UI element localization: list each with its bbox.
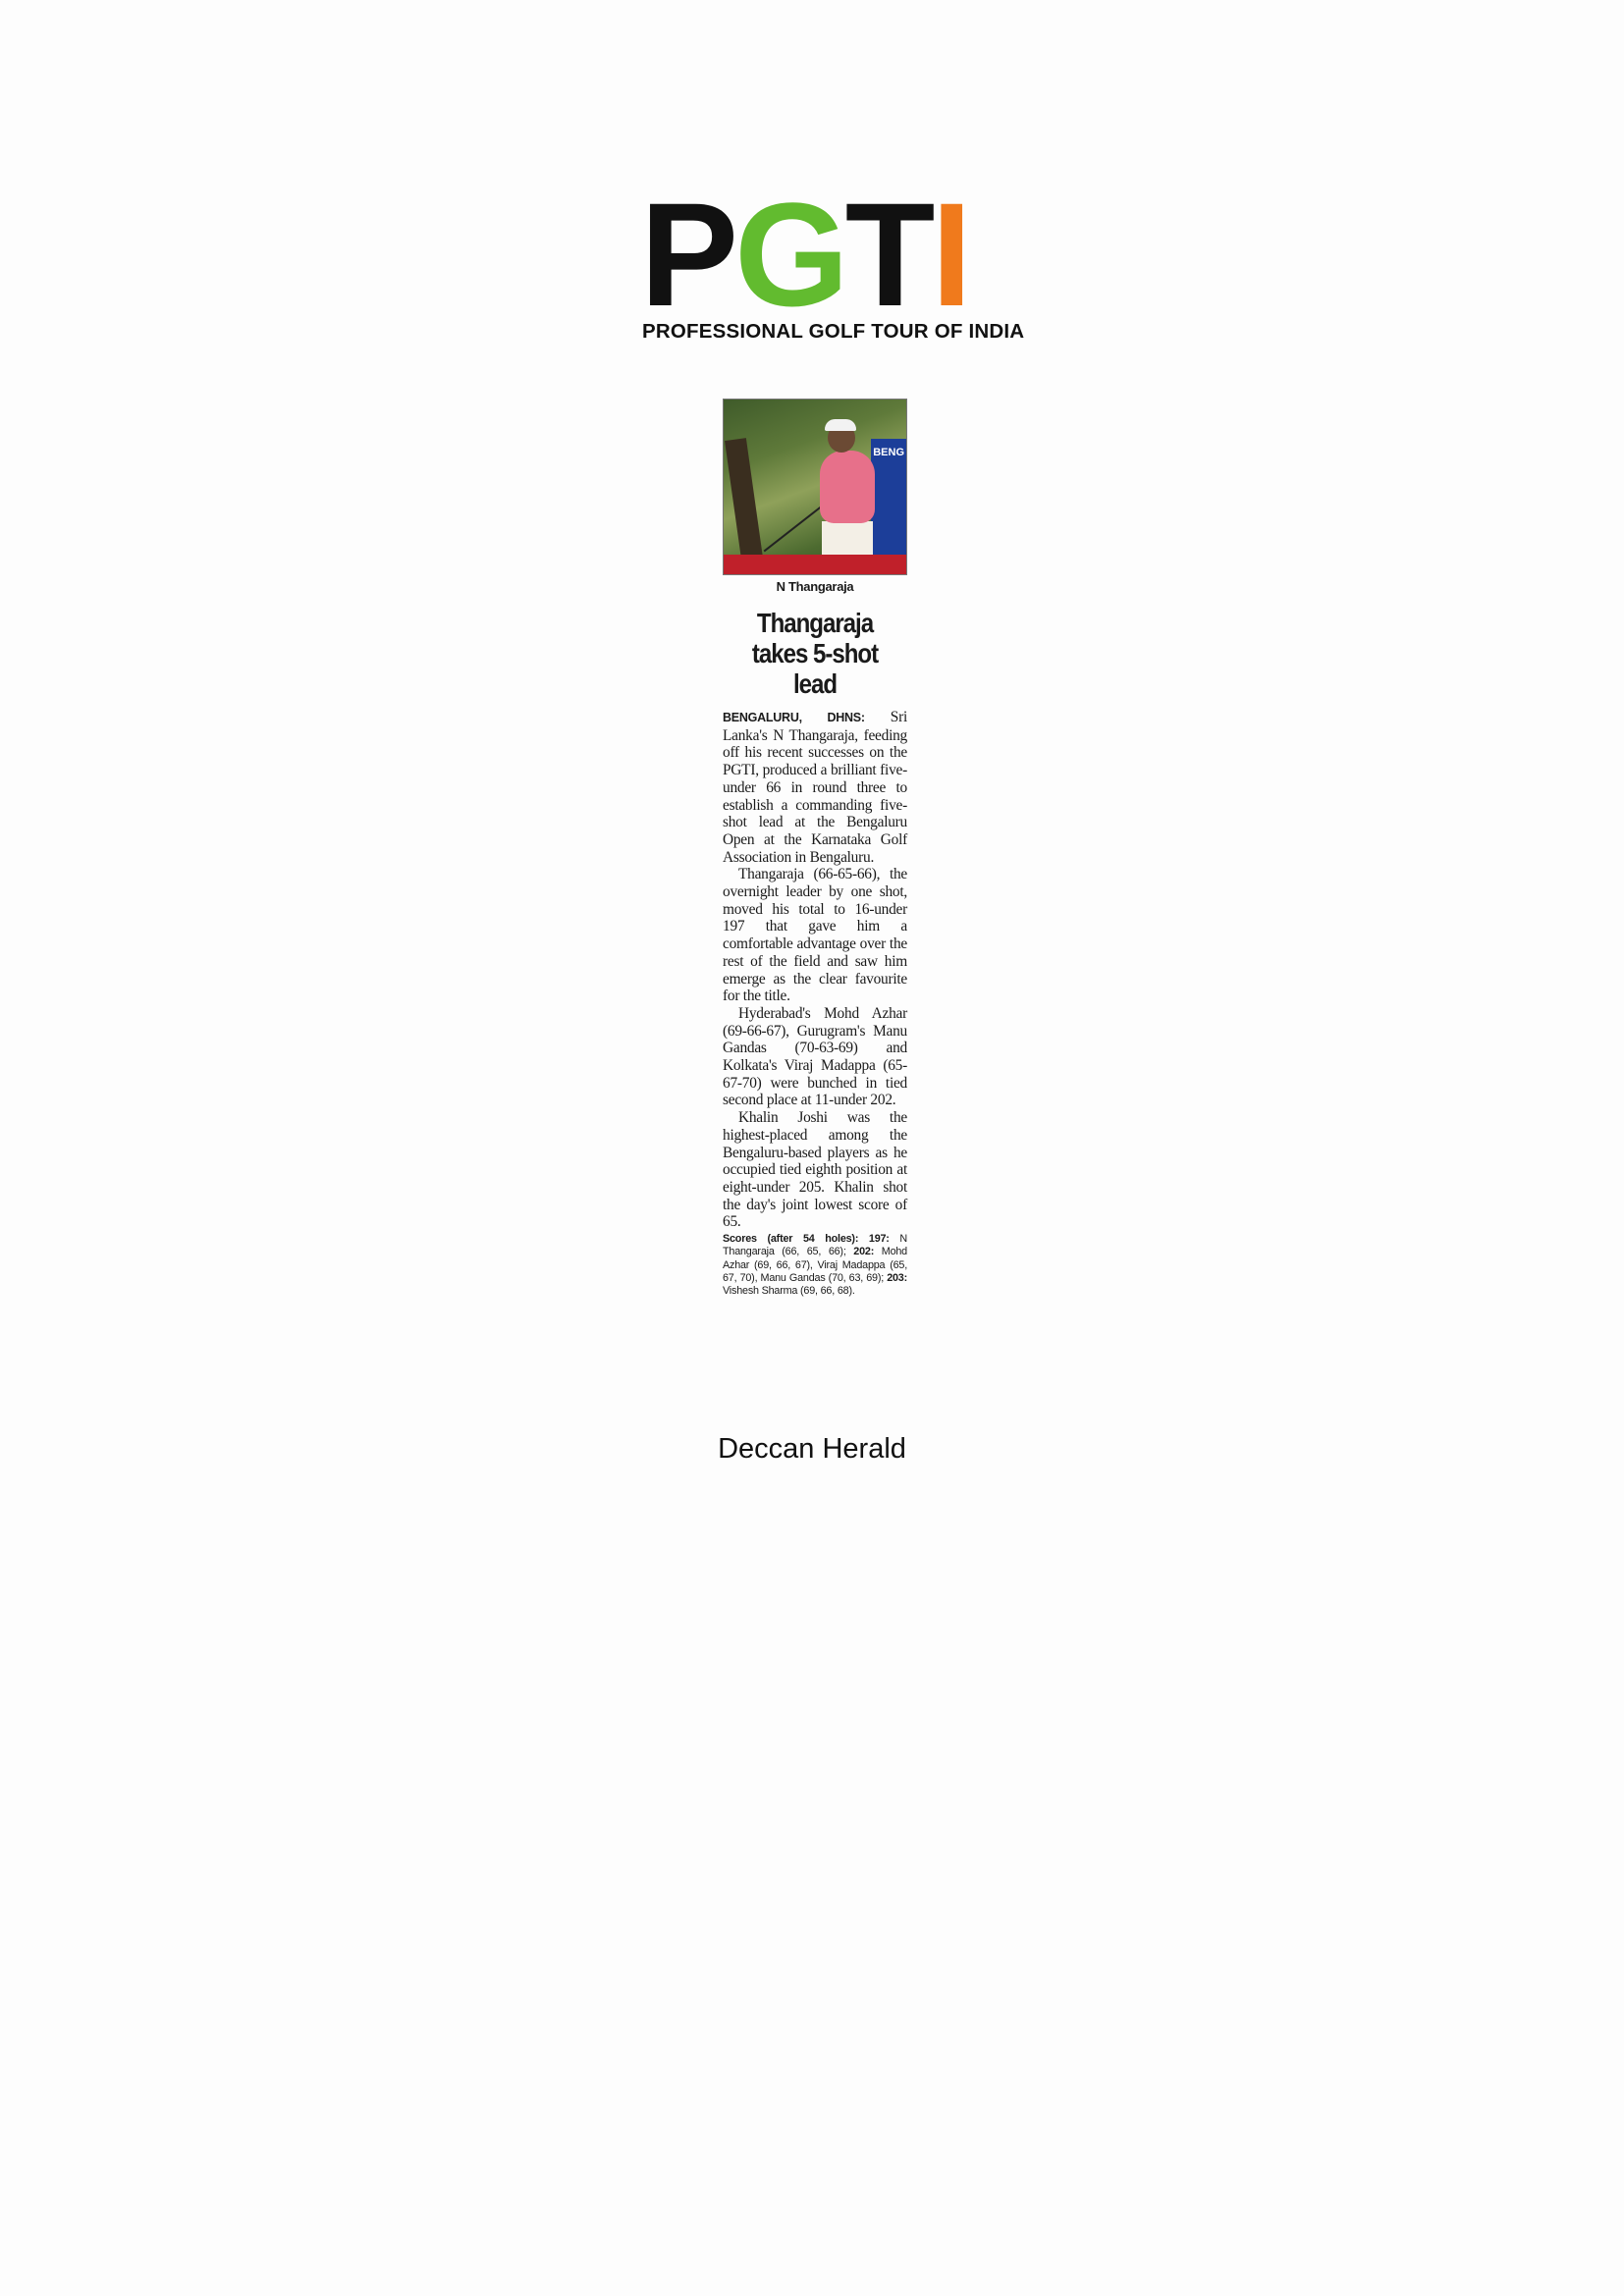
score-197-label: 197:: [868, 1233, 890, 1246]
newspaper-clipping: [723, 399, 907, 1298]
scores-label: Scores (after 54 holes):: [723, 1233, 859, 1246]
sponsor-banner-text: BENG: [873, 447, 904, 458]
article-paragraph: Hyderabad's Mohd Azhar (69-66-67), Gurugram's Manu Gandas (70-63-69) and Kolkata's Viraj Madappa (65-67-70) were bunched in tied second place at 11-under 202.: [723, 1004, 907, 1109]
source-publication: Deccan Herald: [718, 1433, 906, 1465]
logo-tagline: PROFESSIONAL GOLF TOUR OF INDIA: [642, 320, 1025, 343]
logo-letter-t: T: [844, 172, 932, 337]
paragraph-1-text: Sri Lanka's N Thangaraja, feeding off his recent successes on the PGTI, produced a brilliant five-under 66 in round three to establish a commanding five-shot lead at the Bengaluru Open at the Karnataka Golf Association in Bengaluru.: [723, 709, 907, 866]
dateline: BENGALURU, DHNS:: [723, 711, 865, 724]
score-202-label: 202:: [853, 1246, 875, 1258]
score-197-text: N Thangaraja (66, 65, 66);: [723, 1233, 907, 1258]
logo-letter-i: I: [931, 172, 969, 337]
article-headline: Thangaraja takes 5-shot lead: [751, 608, 879, 699]
golfer-photo: [723, 399, 907, 575]
article-paragraph: Khalin Joshi was the highest-placed among the Bengaluru-based players as he occupied tied eighth position at eight-under 205. Khalin shot the day's joint lowest score of 65.: [723, 1109, 907, 1231]
pgti-logo: [640, 172, 1025, 347]
logo-letter-p: P: [640, 172, 735, 337]
score-203-text: Vishesh Sharma (69, 66, 68).: [723, 1284, 855, 1297]
article-paragraph: Thangaraja (66-65-66), the overnight leader by one shot, moved his total to 16-under 197 that gave him a comfortable advantage over the rest of the field and saw him emerge as the clear favourite for the title.: [723, 866, 907, 1005]
score-202-text: Mohd Azhar (69, 66, 67), Viraj Madappa (65, 67, 70), Manu Gandas (70, 63, 69);: [723, 1246, 907, 1284]
score-203-label: 203:: [887, 1271, 907, 1284]
article-body: [723, 709, 907, 1298]
scores-summary: [723, 1233, 907, 1298]
article-paragraph: [723, 709, 907, 866]
photo-caption: N Thangaraja: [776, 579, 854, 594]
logo-letter-g: G: [734, 172, 845, 337]
